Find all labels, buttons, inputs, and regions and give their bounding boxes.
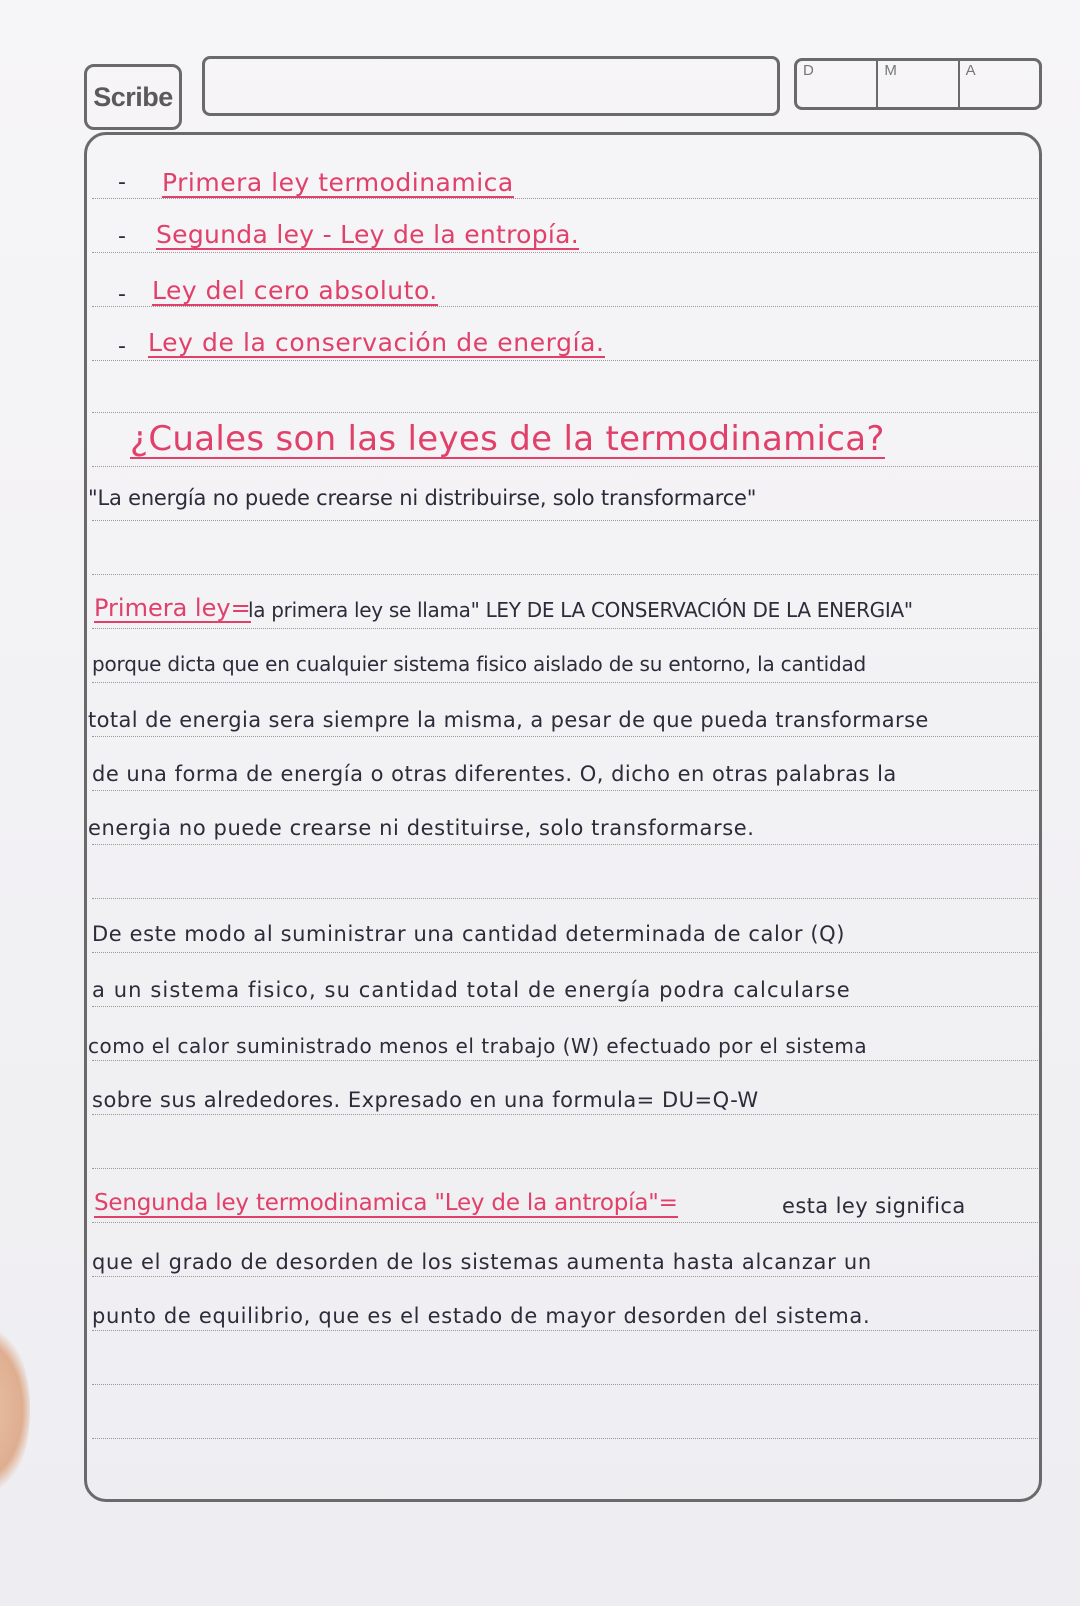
quote-text: "La energía no puede crearse ni distribuirse, solo transformarce" bbox=[88, 486, 757, 510]
rule-line bbox=[92, 412, 1038, 413]
rule-line bbox=[92, 898, 1038, 899]
date-year-cell: A bbox=[965, 62, 976, 79]
rule-line bbox=[92, 790, 1038, 791]
rule-line bbox=[92, 306, 1038, 307]
second-law-line: que el grado de desorden de los sistemas aumenta hasta alcanzar un bbox=[92, 1250, 872, 1274]
paragraph-line: De este modo al suministrar una cantidad determinada de calor (Q) bbox=[92, 922, 846, 946]
first-law-line: la primera ley se llama" LEY DE LA CONSERVACIÓN DE LA ENERGIA" bbox=[248, 598, 913, 622]
thumb-shadow bbox=[0, 1330, 30, 1490]
rule-line bbox=[92, 198, 1038, 199]
rule-line bbox=[92, 1060, 1038, 1061]
rule-line bbox=[92, 574, 1038, 575]
date-field bbox=[794, 58, 1042, 110]
date-day-cell: D bbox=[797, 61, 878, 107]
rule-line bbox=[92, 1276, 1038, 1277]
rule-line bbox=[92, 844, 1038, 845]
rule-line bbox=[92, 628, 1038, 629]
rule-line bbox=[92, 1384, 1038, 1385]
rule-line bbox=[92, 682, 1038, 683]
list-item: Ley de la conservación de energía. bbox=[148, 328, 605, 357]
list-bullet: - bbox=[118, 170, 126, 195]
rule-line bbox=[92, 1438, 1038, 1439]
rule-line bbox=[92, 1330, 1038, 1331]
second-law-line: esta ley significa bbox=[782, 1194, 966, 1218]
rule-line bbox=[92, 520, 1038, 521]
list-bullet: - bbox=[118, 334, 126, 359]
page-title: ¿Cuales son las leyes de la termodinamica? bbox=[130, 419, 885, 459]
list-item: Ley del cero absoluto. bbox=[152, 276, 438, 305]
first-law-line: de una forma de energía o otras diferentes. O, dicho en otras palabras la bbox=[92, 762, 897, 786]
paragraph-line: a un sistema fisico, su cantidad total de energía podra calcularse bbox=[92, 978, 851, 1002]
brand-logo bbox=[84, 64, 182, 130]
paragraph-line: sobre sus alrededores. Expresado en una formula= DU=Q-W bbox=[92, 1088, 759, 1112]
list-bullet: - bbox=[118, 224, 126, 249]
rule-line bbox=[92, 360, 1038, 361]
first-law-line: energia no puede crearse ni destituirse, solo transformarse. bbox=[88, 816, 755, 840]
rule-line bbox=[92, 1006, 1038, 1007]
rule-line bbox=[92, 1114, 1038, 1115]
list-bullet: - bbox=[118, 282, 126, 307]
rule-line bbox=[92, 466, 1038, 467]
rule-line bbox=[92, 952, 1038, 953]
paragraph-line: como el calor suministrado menos el trabajo (W) efectuado por el sistema bbox=[88, 1034, 868, 1058]
rule-line bbox=[92, 736, 1038, 737]
rule-line bbox=[92, 1222, 1038, 1223]
second-law-line: punto de equilibrio, que es el estado de mayor desorden del sistema. bbox=[92, 1304, 871, 1328]
first-law-heading: Primera ley= bbox=[94, 594, 251, 622]
date-month-cell: M bbox=[878, 61, 959, 107]
brand-logo-text: Scribe bbox=[93, 81, 173, 112]
list-item: Segunda ley - Ley de la entropía. bbox=[156, 220, 580, 249]
rule-line bbox=[92, 1168, 1038, 1169]
list-item: Primera ley termodinamica bbox=[162, 168, 514, 197]
first-law-line: porque dicta que en cualquier sistema fisico aislado de su entorno, la cantidad bbox=[92, 652, 867, 676]
title-field bbox=[202, 56, 780, 116]
second-law-heading: Sengunda ley termodinamica "Ley de la antropía"= bbox=[94, 1190, 678, 1216]
rule-line bbox=[92, 252, 1038, 253]
first-law-line: total de energia sera siempre la misma, a pesar de que pueda transformarse bbox=[88, 708, 929, 732]
